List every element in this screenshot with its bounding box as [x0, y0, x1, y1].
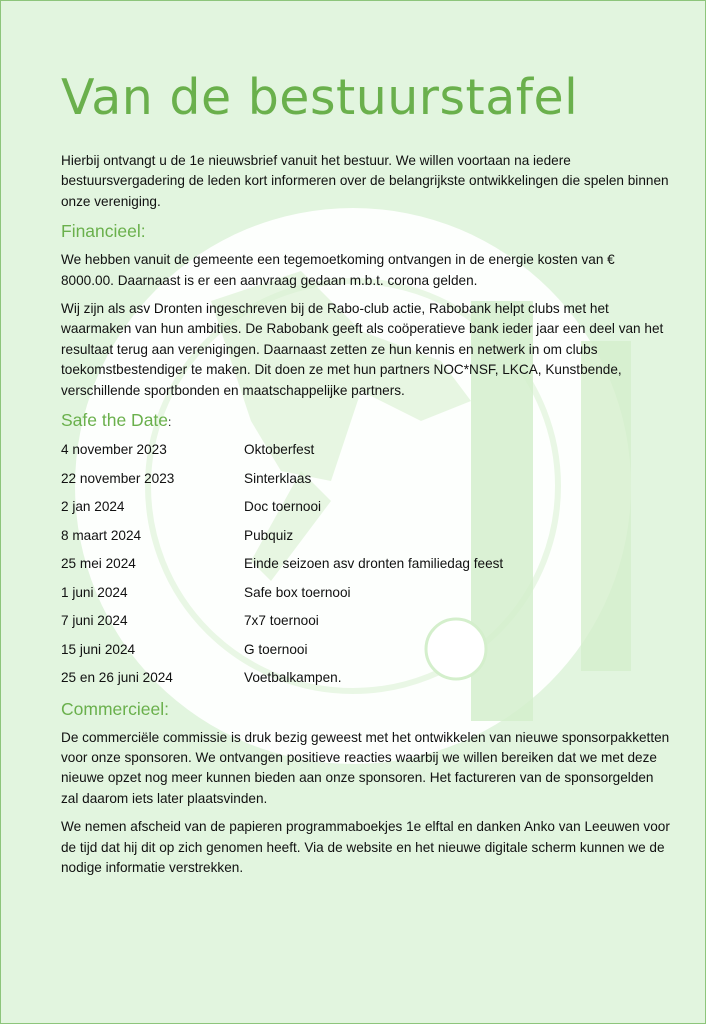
intro-paragraph: Hierbij ontvangt u de 1e nieuwsbrief vanuit het bestuur. We willen voortaan na iedere bestuursvergadering de leden kort informeren over de belangrijkste ontwikkelingen die spelen binnen onze vereniging. [61, 153, 669, 209]
event-row [61, 441, 671, 459]
event-name: Doc toernooi [244, 499, 322, 515]
event-date: 4 november 2023 [61, 442, 167, 458]
financieel-paragraph-2: Wij zijn als asv Dronten ingeschreven bij de Rabo-club actie, Rabobank helpt clubs met het waarmaken van hun ambities. De Rabobank geeft als coöperatieve bank ieder jaar een deel van het resultaat terug aan verenigingen. Daarnaast zetten ze hun kennis en netwerk in om clubs toekomstbestendiger te maken. Dit doen ze met hun partners NOC*NSF, LKCA, Kunstbende, verschillende sportbonden en maatschappelijke partners. [61, 301, 664, 398]
event-name: 7x7 toernooi [244, 613, 319, 629]
event-name: Einde seizoen asv dronten familiedag feest [244, 556, 504, 572]
event-date: 7 juni 2024 [61, 613, 128, 629]
event-name: Oktoberfest [244, 442, 315, 458]
event-name: Sinterklaas [244, 470, 312, 486]
financieel-heading: Financieel: [61, 221, 146, 242]
event-date: 8 maart 2024 [61, 527, 142, 543]
event-row [61, 612, 671, 630]
event-name: Pubquiz [244, 527, 294, 543]
event-date: 15 juni 2024 [61, 641, 136, 657]
event-name: G toernooi [244, 641, 308, 657]
commercieel-paragraph-2: We nemen afscheid van de papieren programmaboekjes 1e elftal en danken Anko van Leeuwen voor de tijd dat hij dit op zich genomen heeft. Via de website en het nieuwe digitale scherm kunnen we de nodige informatie verstrekken. [61, 819, 670, 875]
event-row [61, 498, 671, 516]
event-row [61, 470, 671, 488]
save-the-date-heading-text: Safe the Date [61, 410, 169, 431]
event-row [61, 584, 671, 602]
heading-colon: : [168, 415, 172, 430]
commercieel-heading: Commercieel: [61, 698, 169, 719]
event-name: Safe box toernooi [244, 584, 351, 600]
document-body [61, 1, 671, 906]
event-row [61, 641, 671, 659]
event-row [61, 527, 671, 545]
event-date: 2 jan 2024 [61, 499, 125, 515]
commercieel-paragraph-1: De commerciële commissie is druk bezig geweest met het ontwikkelen van nieuwe sponsorpakketten voor onze sponsoren. We ontvangen positieve reacties waarbij we willen bereiken dat we met deze nieuwe opzet nog meer kunnen bieden aan onze sponsoren. Het factureren van de sponsorgelden zal daarom iets later plaatsvinden. [61, 729, 670, 806]
event-row [61, 669, 671, 687]
event-date: 25 mei 2024 [61, 556, 136, 572]
event-row [61, 555, 671, 573]
financieel-paragraph-1: We hebben vanuit de gemeente een tegemoetkoming ontvangen in de energie kosten van € 8000.00. Daarnaast is er een aanvraag gedaan m.b.t. corona gelden. [61, 252, 615, 288]
events-list [61, 441, 671, 687]
event-date: 22 november 2023 [61, 470, 175, 486]
event-date: 1 juni 2024 [61, 584, 128, 600]
event-date: 25 en 26 juni 2024 [61, 670, 173, 686]
page-title: Van de bestuurstafel [61, 69, 579, 126]
save-the-date-heading [61, 409, 671, 433]
event-name: Voetbalkampen. [244, 670, 342, 686]
